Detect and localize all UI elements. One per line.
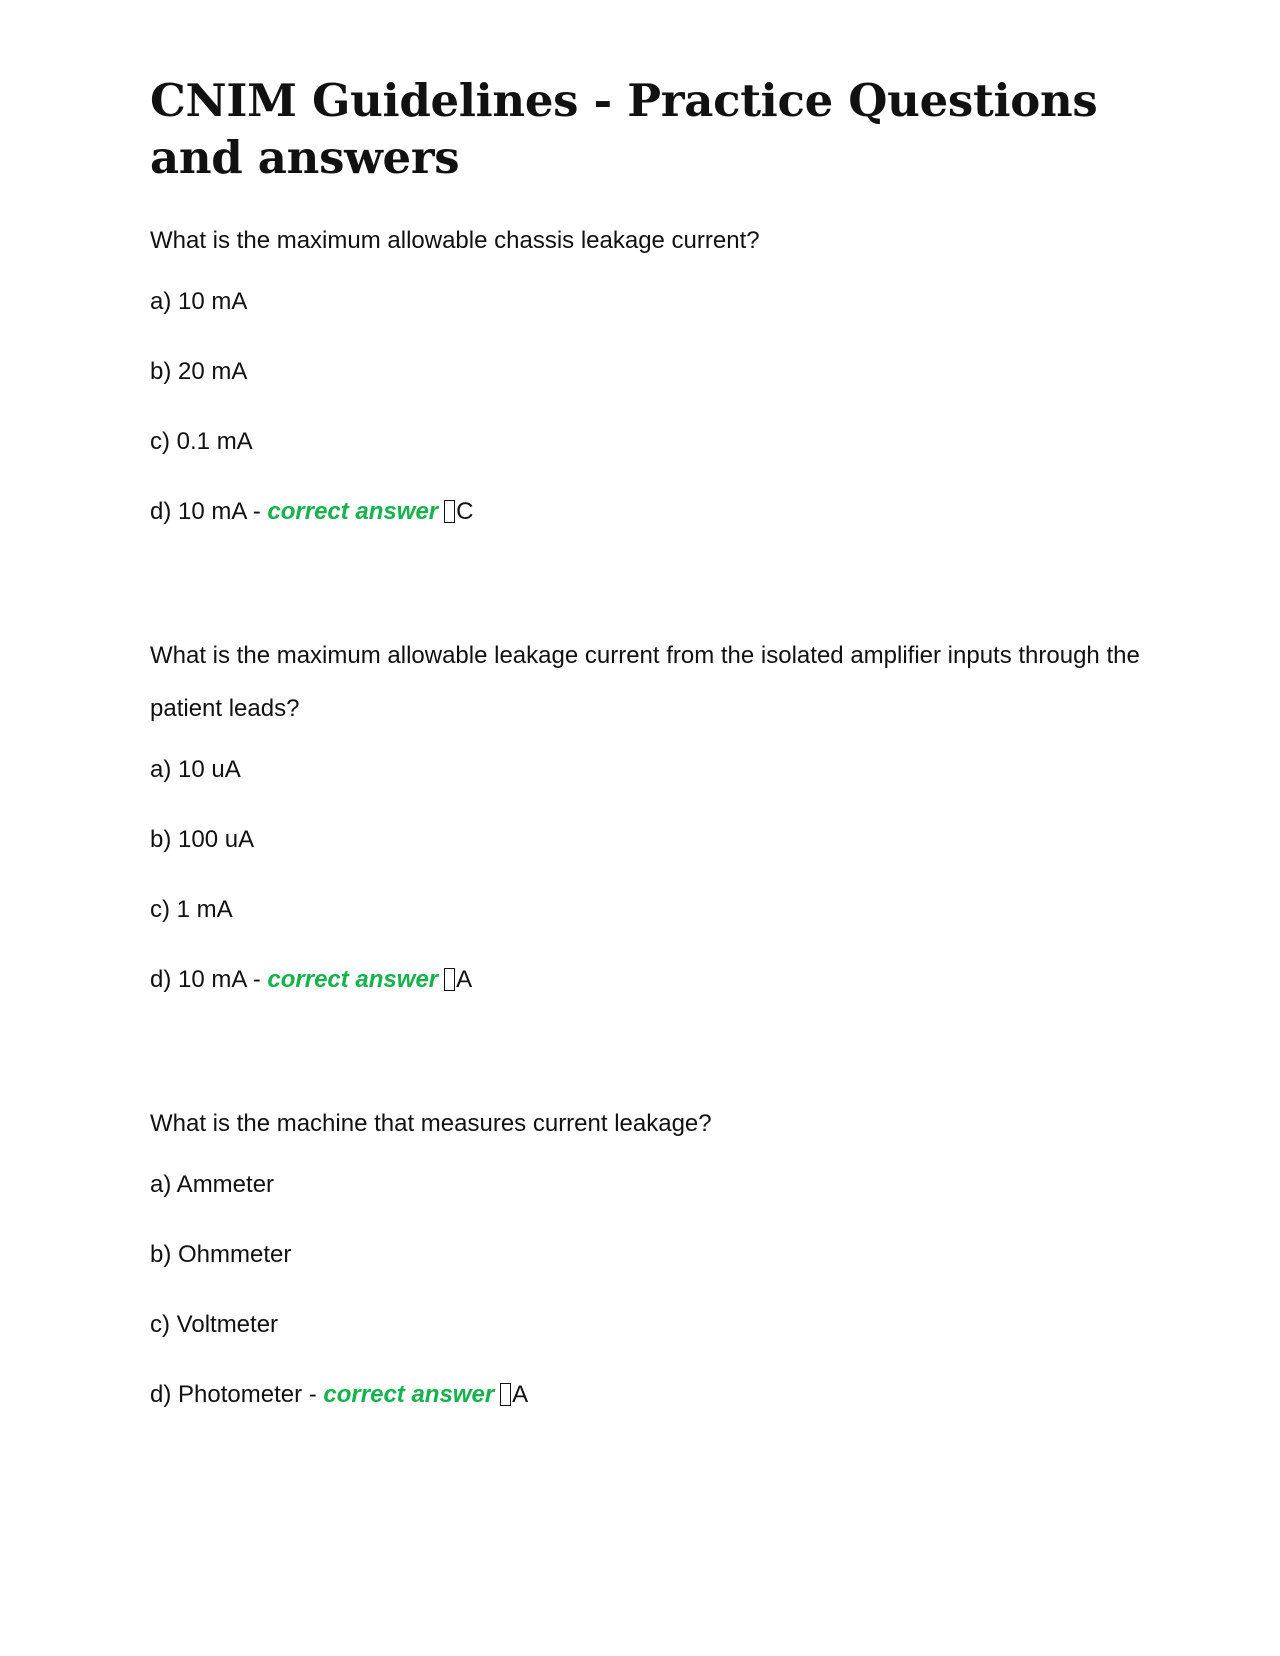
option-d [150, 1360, 1140, 1430]
question-block-1 [150, 214, 1140, 547]
missing-glyph-icon [500, 1383, 511, 1406]
question-block-2 [150, 629, 1140, 1015]
correct-answer-label: correct answer [323, 1381, 495, 1408]
option-c: c) 1 mA [150, 896, 233, 923]
option-a: a) Ammeter [150, 1171, 275, 1198]
question-text: What is the machine that measures current leakage? [150, 1110, 712, 1137]
option-d-text: d) Photometer - [150, 1381, 324, 1408]
question-text: What is the maximum allowable chassis leakage current? [150, 227, 760, 254]
missing-glyph-icon [444, 500, 455, 523]
option-d [150, 477, 1140, 547]
option-d [150, 945, 1140, 1015]
document-page [150, 72, 1140, 1430]
option-d-text: d) 10 mA - [150, 498, 268, 525]
missing-glyph-icon [444, 968, 455, 991]
option-a: a) 10 uA [150, 756, 241, 783]
question-block-3 [150, 1097, 1140, 1430]
option-c: c) Voltmeter [150, 1311, 279, 1338]
page-title: CNIM Guidelines - Practice Questions and answers [150, 74, 1098, 184]
option-b: b) Ohmmeter [150, 1241, 292, 1268]
correct-answer-label: correct answer [267, 498, 439, 525]
correct-answer-value: A [512, 1381, 529, 1408]
option-b: b) 20 mA [150, 358, 248, 385]
correct-answer-value: A [456, 966, 473, 993]
option-a: a) 10 mA [150, 288, 248, 315]
correct-answer-label: correct answer [267, 966, 439, 993]
option-b: b) 100 uA [150, 826, 255, 853]
option-c: c) 0.1 mA [150, 428, 253, 455]
correct-answer-value: C [456, 498, 474, 525]
option-d-text: d) 10 mA - [150, 966, 268, 993]
question-text: What is the maximum allowable leakage current from the isolated amplifier inputs through the patient leads? [150, 642, 1140, 722]
